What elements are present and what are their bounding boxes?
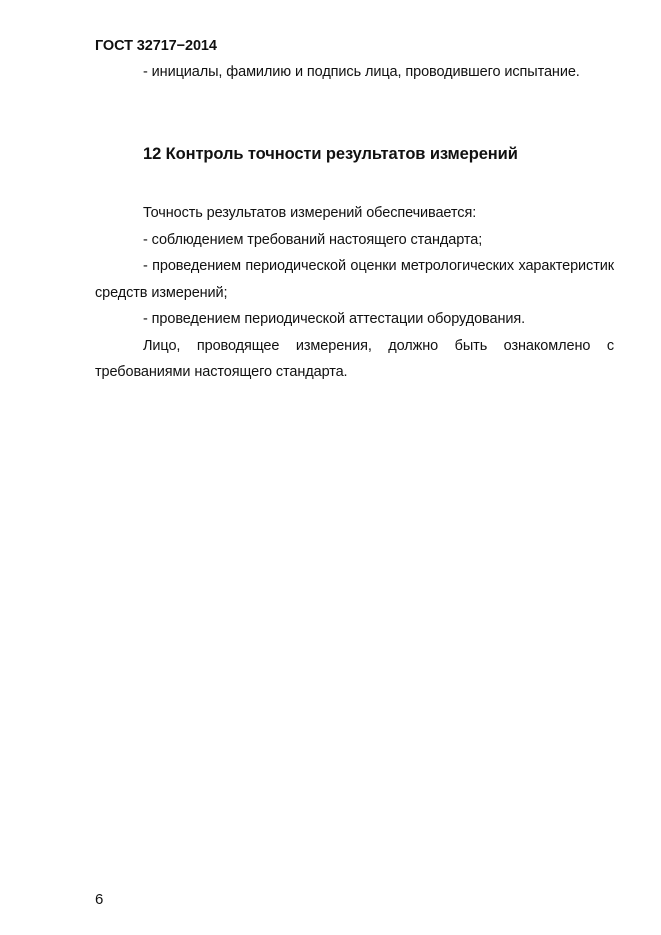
list-item-metrological-evaluation: - проведением периодической оценки метрологических характеристик средств измерений; xyxy=(95,258,614,301)
document-code-header: ГОСТ 32717−2014 xyxy=(95,38,217,54)
list-item-equipment-certification: - проведением периодической аттестации оборудования. xyxy=(143,311,526,327)
page-number: 6 xyxy=(95,891,104,908)
continuation-text-block xyxy=(95,59,614,86)
paragraph-intro: Точность результатов измерений обеспечивается: xyxy=(143,205,477,221)
list-item-initials: - инициалы, фамилию и подпись лица, проводившего испытание. xyxy=(143,64,580,80)
list-item-standard-compliance: - соблюдением требований настоящего стандарта; xyxy=(143,231,483,248)
section-title: 12 Контроль точности результатов измерений xyxy=(143,145,518,163)
section-body xyxy=(95,200,614,386)
paragraph-operator-requirement: Лицо, проводящее измерения, должно быть ознакомлено с требованиями настоящего стандарта. xyxy=(95,337,614,380)
